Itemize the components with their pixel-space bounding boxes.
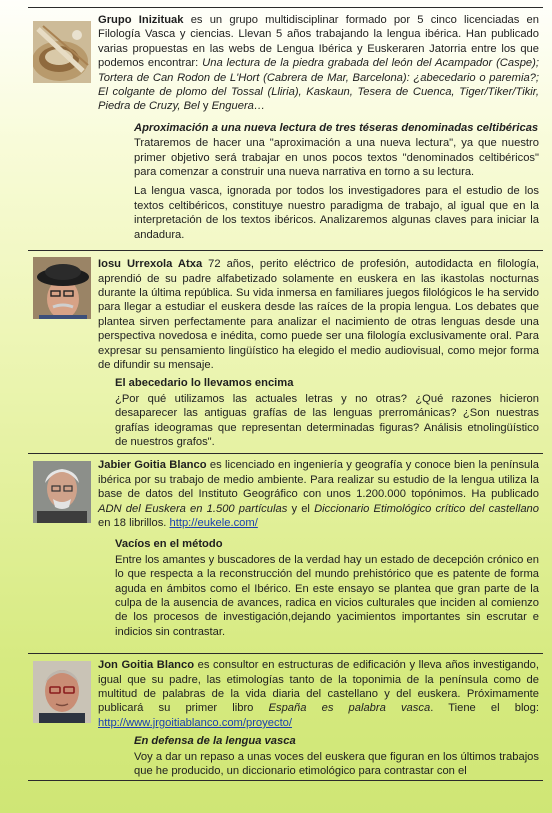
talk-title: Vacíos en el método bbox=[115, 538, 223, 551]
speaker-entry-jon bbox=[28, 654, 543, 778]
speaker-bio: Jon Goitia Blanco es consultor en estructuras de edificación y lleva años investigando, igual que su padre, las etimologías tanto de la toponimia de la península como de multitud de palabras de la vida diaria del castellano y del euskera. Próximamente publicará su primer libro España es palabra vasca. Tiene el blog: http://www.jrgoitiablanco.com/proyecto/ bbox=[98, 659, 539, 729]
speaker-photo bbox=[33, 257, 91, 319]
talk-abstract: ¿Por qué utilizamos las actuales letras y no otras? ¿Qué razones hicieron desaparecer las antiguas grafías de las lenguas prerrománicas? ¿Son nuestras grafías ideogramas que representan determinadas figuras? Análisis etnolingüístico de nuestros grafos". bbox=[115, 392, 539, 448]
speaker-photo bbox=[33, 461, 91, 523]
talk bbox=[98, 734, 539, 778]
talk bbox=[98, 121, 539, 242]
talk-title: En defensa de la lengua vasca bbox=[134, 735, 296, 748]
speaker-bio: Jabier Goitia Blanco es licenciado en ingeniería y geografía y conoce bien la península ibérica por su trabajo de medio ambiente. Para realizar su estudio de la lengua utiliza la base de datos del Instituto Geográfico con unos 1.200.000 topónimos. Ha publicado ADN del Euskera en 1.500 partículas y el Diccionario Etimológico crítico del castellano en 18 librillos. http://eukele.com/ bbox=[98, 459, 539, 529]
speaker-entry-urrexola bbox=[28, 251, 543, 449]
speaker-photo bbox=[33, 661, 91, 723]
speaker-name: Iosu Urrexola Atxa bbox=[98, 258, 203, 271]
speaker-list bbox=[28, 0, 543, 781]
speaker-entry-jabier bbox=[28, 454, 543, 639]
group-photo bbox=[33, 21, 91, 83]
blog-link[interactable]: http://www.jrgoitiablanco.com/proyecto/ bbox=[98, 716, 293, 729]
speaker-entry-inizituak bbox=[28, 8, 543, 242]
talk-title: El abecedario lo llevamos encima bbox=[115, 377, 294, 390]
speaker-name: Grupo Inizituak bbox=[98, 14, 184, 26]
speaker-bio: Grupo Inizituak es un grupo multidisciplinar formado por 5 cinco licenciadas en Filología Vasca y ciencias. Llevan 5 años trabajando la lengua ibérica. Han publicado varias propuestas en las webs de Lengua Ibérica y Euskeraren Jatorria entre los que podemos encontrar: Una lectura de la piedra grabada del león del Acampador (Caspe); Tortera de Can Rodon de L'Hort (Cabrera de Mar, Barcelona): ¿abecedario o paremia?; El colgante de plomo del Tossal (Lliria), Kaskaun, Tesera de Cuenca, Tiger/Tiker/Tikir, Piedra de Cruzy, Bel y Enguera… bbox=[98, 14, 539, 113]
talk-abstract: La lengua vasca, ignorada por todos los investigadores para el estudio de los textos celtibéricos, constituye nuestro paradigma de trabajo, al igual que en la interpretación de los textos ibéricos. Analizaremos algunas claves para iniciar la andadura. bbox=[134, 185, 539, 241]
talk-abstract: Voy a dar un repaso a unas voces del euskera que figuran en los últimos trabajos que he producido, un diccionario etimológico para contrastar con el bbox=[134, 750, 539, 778]
talk-title: Aproximación a una nueva lectura de tres téseras denominadas celtibéricas bbox=[134, 121, 539, 134]
speaker-bio: Iosu Urrexola Atxa 72 años, perito eléctrico de profesión, autodidacta en filología, aprendió de su padre alfabetizado solamente en euskera en las ikastolas nocturnas durante la última república. Su vida inmersa en familiares juegos filológicos le ha servido para llegar a estudiar el euskera desde las raíces de la propia lengua. Los debates que plantea sirven perfectamente para analizar el nacimiento de otras lenguas desde una perspectiva novedosa e inédita, como puede ser una filología exclusivamente oral. Para expresar su pensamiento lingüístico ha elegido el medio audiovisual, como mejor forma de difundir su mensaje. bbox=[98, 258, 539, 371]
talk-abstract: Entre los amantes y buscadores de la verdad hay un estado de decepción crónico en lo que respecta a la reconstrucción del mundo prehistórico que es patente de forma aguda en ámbitos como el Ibérico. En este ensayo se plantea que gran parte de la culpa de la ausencia de avances, radica en vicios culturales que inciden al comienzo de los procesos de investigación,dejando yacimientos importantes sin escrutar e indicios sin contrastar. bbox=[115, 553, 539, 638]
talk bbox=[98, 376, 539, 449]
divider bbox=[28, 780, 543, 781]
speaker-name: Jon Goitia Blanco bbox=[98, 659, 195, 672]
talk bbox=[98, 537, 539, 639]
speaker-name: Jabier Goitia Blanco bbox=[98, 459, 207, 472]
talk-abstract: Trataremos de hacer una "aproximación a una nueva lectura", ya que nuestro primer objetivo será trabajar en unos pocos textos "denominados celtibéricos" para comenzar a construir una nueva narrativa en torno a su lectura. bbox=[134, 137, 539, 179]
website-link[interactable]: http://eukele.com/ bbox=[169, 517, 258, 529]
